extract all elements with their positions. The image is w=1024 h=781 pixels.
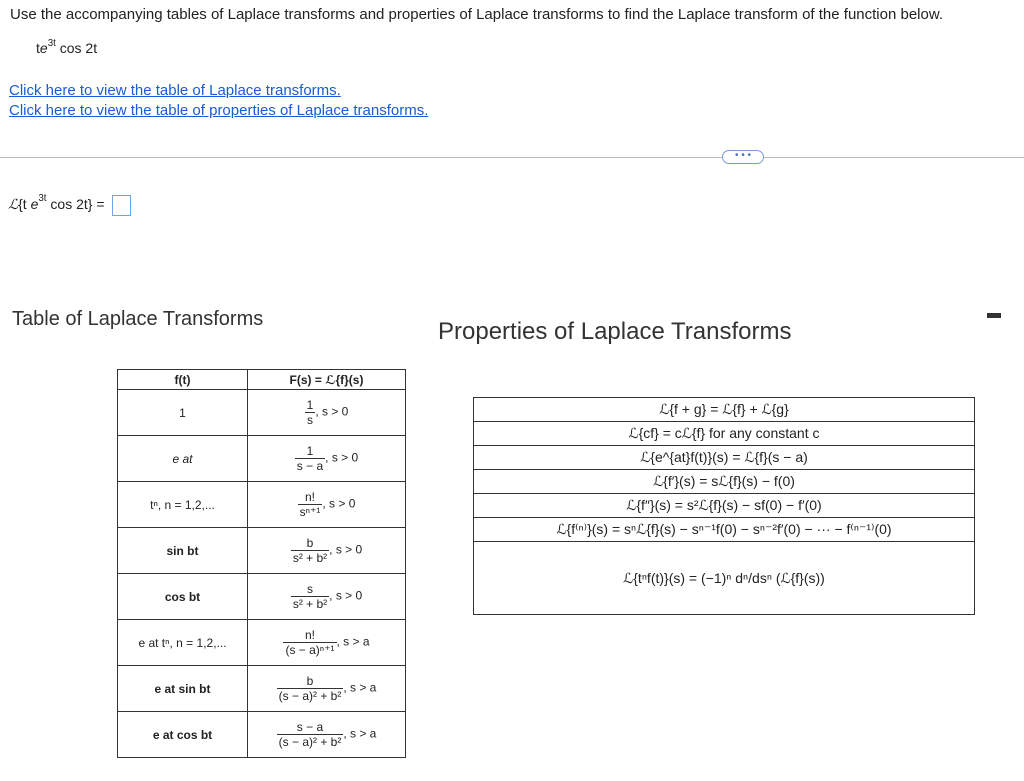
Fs-num: s − a (277, 720, 344, 735)
Fs-den: s² + b² (292, 597, 328, 611)
minimize-icon[interactable] (987, 313, 1001, 318)
ft-cell: e at sin bt (118, 666, 248, 712)
table-row (118, 620, 406, 666)
property-cell: ℒ{cf} = cℒ{f} for any constant c (474, 422, 975, 446)
Fs-den: s − a (296, 459, 324, 473)
property-cell: ℒ{f′}(s) = sℒ{f}(s) − f(0) (474, 470, 975, 494)
answer-close: } = (87, 196, 105, 213)
Fs-num: b (277, 674, 344, 689)
Fs-cond: , s > 0 (329, 588, 363, 603)
Fs-cond: , s > a (343, 680, 377, 695)
function-exponent: 3t (47, 38, 56, 49)
ft-cell: 1 (118, 390, 248, 436)
Fs-cell (248, 436, 406, 482)
Fs-cell (248, 482, 406, 528)
Fs-cond: , s > a (336, 634, 370, 649)
table-row (474, 446, 975, 470)
Fs-num: 1 (306, 398, 314, 412)
Fs-num: n! (298, 490, 323, 505)
laplace-symbol: ℒ (8, 197, 19, 214)
properties-table (473, 397, 975, 615)
more-options-button[interactable]: • • • (722, 150, 764, 164)
Fs-num: 1 (295, 444, 325, 459)
Fs-cond: , s > 0 (322, 496, 356, 511)
Fs-cond: , s > a (343, 726, 377, 741)
Fs-den: (s − a)ⁿ⁺¹ (285, 643, 335, 657)
table-row (118, 574, 406, 620)
answer-row (8, 195, 131, 216)
function-e: e (39, 40, 48, 56)
answer-rest: cos 2t (50, 196, 88, 213)
ft-cell: tⁿ, n = 1,2,... (118, 482, 248, 528)
ft-cell: cos bt (118, 574, 248, 620)
Fs-cell (248, 712, 406, 758)
Fs-den: (s − a)² + b² (278, 735, 342, 749)
ft-cell: e at cos bt (118, 712, 248, 758)
header-ft: f(t) (118, 370, 248, 390)
table-row (474, 542, 975, 615)
table-row (474, 422, 975, 446)
header-Fs: F(s) = ℒ{f}(s) (248, 370, 406, 390)
Fs-cell (248, 528, 406, 574)
table-row (474, 470, 975, 494)
answer-exponent: 3t (38, 193, 47, 204)
Fs-cond: , s > 0 (315, 404, 349, 419)
property-cell: ℒ{f⁽ⁿ⁾}(s) = sⁿℒ{f}(s) − sⁿ⁻¹f(0) − sⁿ⁻²f′(0) − ··· − f⁽ⁿ⁻¹⁾(0) (474, 518, 975, 542)
table-row (118, 482, 406, 528)
table-row (474, 494, 975, 518)
section-divider (0, 157, 1024, 158)
property-cell: ℒ{f + g} = ℒ{f} + ℒ{g} (474, 398, 975, 422)
function-rest: cos 2t (59, 40, 98, 56)
Fs-cond: , s > 0 (325, 450, 359, 465)
Fs-cell (248, 666, 406, 712)
table-row (118, 666, 406, 712)
Fs-den: s (306, 413, 313, 427)
answer-open: {t (18, 196, 27, 213)
Fs-num: s (291, 582, 329, 597)
Fs-cell (248, 574, 406, 620)
table-row (474, 398, 975, 422)
given-function (36, 40, 97, 56)
table-row (118, 712, 406, 758)
Fs-cell (248, 390, 406, 436)
ft-cell: e at (118, 436, 248, 482)
property-cell: ℒ{tⁿf(t)}(s) = (−1)ⁿ dⁿ/dsⁿ (ℒ{f}(s)) (474, 542, 975, 615)
laplace-table-title: Table of Laplace Transforms (12, 308, 264, 330)
table-row (118, 436, 406, 482)
Fs-cond: , s > 0 (329, 542, 363, 557)
table-row (118, 390, 406, 436)
property-cell: ℒ{f″}(s) = s²ℒ{f}(s) − sf(0) − f′(0) (474, 494, 975, 518)
property-cell: ℒ{e^{at}f(t)}(s) = ℒ{f}(s − a) (474, 446, 975, 470)
properties-table-title: Properties of Laplace Transforms (438, 318, 792, 345)
answer-e: e (30, 196, 39, 213)
Fs-num: b (291, 536, 329, 551)
ft-cell: e at tⁿ, n = 1,2,... (118, 620, 248, 666)
transforms-table-link[interactable]: Click here to view the table of Laplace transforms. (9, 82, 341, 99)
question-prompt: Use the accompanying tables of Laplace transforms and properties of Laplace transforms to find the Laplace transform of the function below. (10, 6, 944, 23)
properties-table-link[interactable]: Click here to view the table of properties of Laplace transforms. (9, 102, 429, 119)
ft-cell: sin bt (118, 528, 248, 574)
Fs-den: sⁿ⁺¹ (299, 505, 321, 519)
Fs-den: s² + b² (292, 551, 328, 565)
Fs-num: n! (283, 628, 336, 643)
function-t: t (36, 40, 40, 56)
table-row (118, 528, 406, 574)
Fs-cell (248, 620, 406, 666)
laplace-transforms-table (117, 369, 406, 758)
Fs-den: (s − a)² + b² (278, 689, 342, 703)
table-row (474, 518, 975, 542)
answer-input[interactable] (112, 195, 131, 216)
